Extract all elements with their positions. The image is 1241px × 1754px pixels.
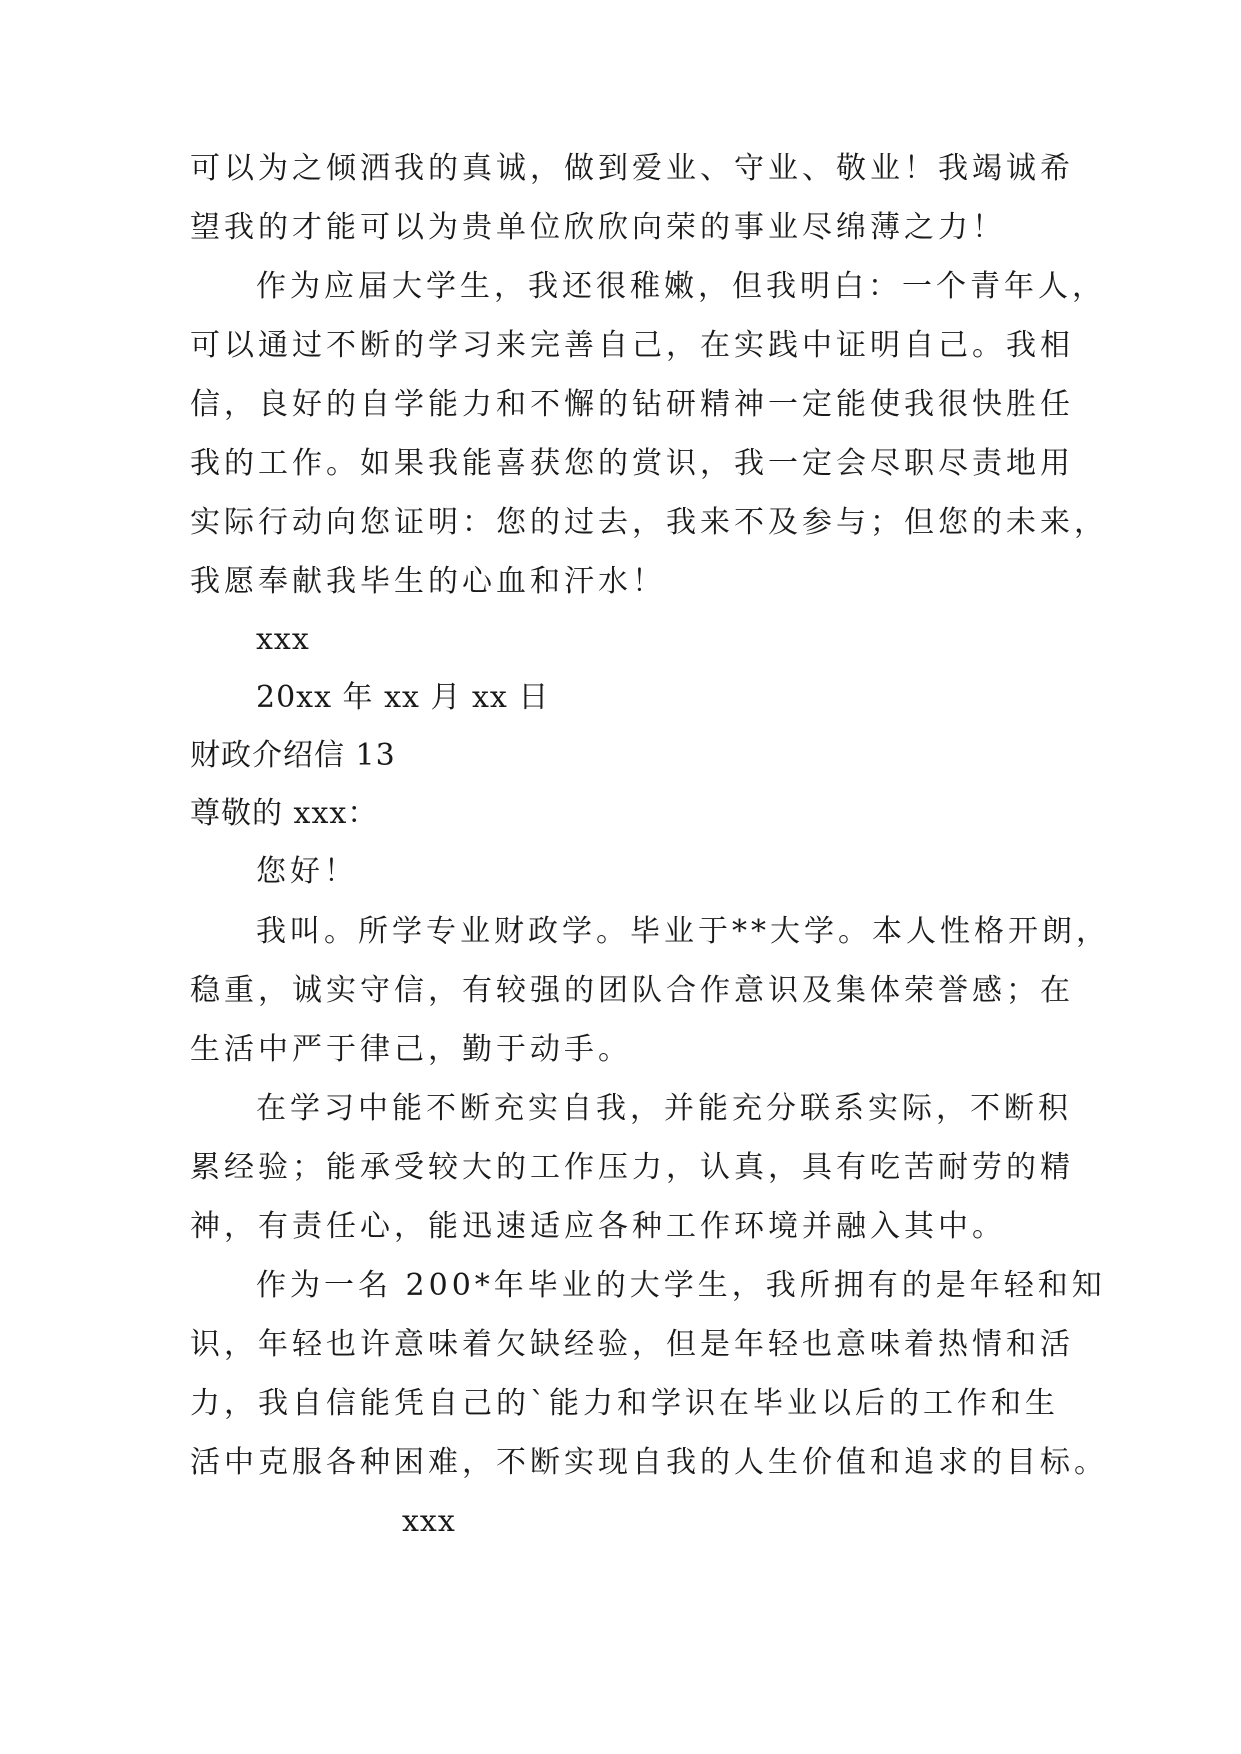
paragraph-line: 在学习中能不断充实自我，并能充分联系实际，不断积 bbox=[256, 1091, 1072, 1126]
paragraph-line: 识，年轻也许意味着欠缺经验，但是年轻也意味着热情和活 bbox=[190, 1327, 1074, 1362]
paragraph-line: 活中克服各种困难，不断实现自我的人生价值和追求的目标。 bbox=[190, 1445, 1108, 1480]
paragraph-line: 我的工作。如果我能喜获您的赏识，我一定会尽职尽责地用 bbox=[190, 446, 1074, 481]
paragraph-line: 作为应届大学生，我还很稚嫩，但我明白：一个青年人， bbox=[256, 269, 1106, 304]
paragraph-line: 望我的才能可以为贵单位欣欣向荣的事业尽绵薄之力！ bbox=[190, 210, 1006, 245]
paragraph-line: 我叫。所学专业财政学。毕业于**大学。本人性格开朗， bbox=[256, 914, 1110, 949]
greeting: 您好！ bbox=[256, 854, 358, 889]
paragraph-line: 可以为之倾洒我的真诚，做到爱业、守业、敬业！我竭诚希 bbox=[190, 151, 1074, 186]
paragraph-line: 稳重，诚实守信，有较强的团队合作意识及集体荣誉感；在 bbox=[190, 973, 1074, 1008]
paragraph-line: 可以通过不断的学习来完善自己，在实践中证明自己。我相 bbox=[190, 328, 1074, 363]
paragraph-line: 我愿奉献我毕生的心血和汗水！ bbox=[190, 564, 666, 599]
paragraph-line: 信，良好的自学能力和不懈的钻研精神一定能使我很快胜任 bbox=[190, 387, 1074, 422]
paragraph-line: 实际行动向您证明：您的过去，我来不及参与；但您的未来， bbox=[190, 505, 1108, 540]
paragraph-line: 力，我自信能凭自己的`能力和学识在毕业以后的工作和生 bbox=[190, 1386, 1059, 1421]
paragraph-line: 累经验；能承受较大的工作压力，认真，具有吃苦耐劳的精 bbox=[190, 1150, 1074, 1185]
section-title: 财政介绍信 13 bbox=[190, 738, 396, 773]
paragraph-line: 生活中严于律己，勤于动手。 bbox=[190, 1032, 632, 1067]
signature-name: xxx bbox=[402, 1504, 456, 1539]
paragraph-line: 作为一名 200*年毕业的大学生，我所拥有的是年轻和知 bbox=[256, 1268, 1106, 1303]
paragraph-line: 神，有责任心，能迅速适应各种工作环境并融入其中。 bbox=[190, 1209, 1006, 1244]
signature-date: 20xx 年 xx 月 xx 日 bbox=[256, 680, 550, 715]
signature-name: xxx bbox=[256, 622, 310, 657]
salutation: 尊敬的 xxx： bbox=[190, 796, 379, 831]
